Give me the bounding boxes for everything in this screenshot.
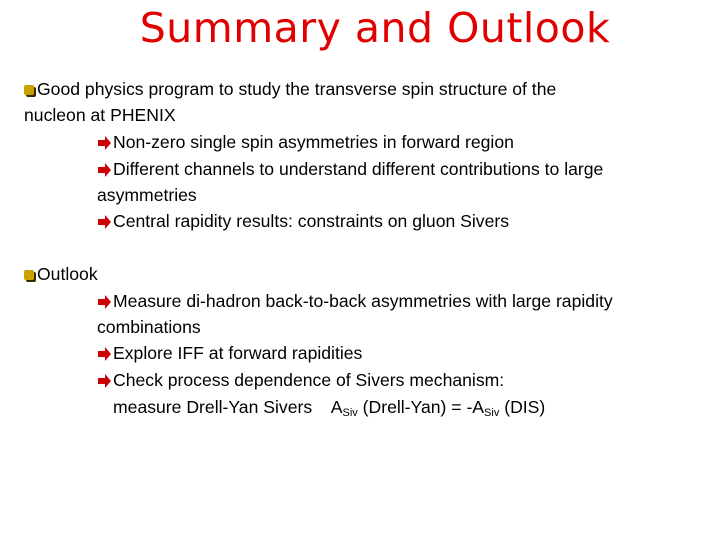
arrow-bullet-icon (97, 295, 112, 309)
list-item-continued: combinations (97, 317, 201, 337)
square-bullet-icon (24, 85, 34, 95)
list-item: Measure di-hadron back-to-back asymmetries with large rapidity (97, 290, 613, 312)
slide-title: Summary and Outlook (139, 4, 611, 52)
list-item: Non-zero single spin asymmetries in forward region (97, 131, 514, 153)
section1-heading: Good physics program to study the transverse spin structure of the (24, 78, 556, 100)
list-item: Explore IFF at forward rapidities (97, 342, 362, 364)
arrow-bullet-icon (97, 374, 112, 388)
arrow-bullet-icon (97, 163, 112, 177)
arrow-bullet-icon (97, 136, 112, 150)
section2-heading: Outlook (24, 263, 98, 285)
formula-line: measure Drell-Yan Sivers $A_{Siv}$ (Drell-Yan) = $-A_{Siv}$ (DIS) (113, 397, 546, 419)
square-bullet-icon (24, 270, 34, 280)
list-item: Central rapidity results: constraints on gluon Sivers (97, 210, 509, 232)
arrow-bullet-icon (97, 215, 112, 229)
arrow-bullet-icon (97, 347, 112, 361)
section1-heading-continued: nucleon at PHENIX (24, 105, 176, 125)
list-item: Different channels to understand different contributions to large (97, 158, 603, 180)
list-item: Check process dependence of Sivers mechanism: (97, 369, 504, 391)
list-item-continued: asymmetries (97, 185, 197, 205)
